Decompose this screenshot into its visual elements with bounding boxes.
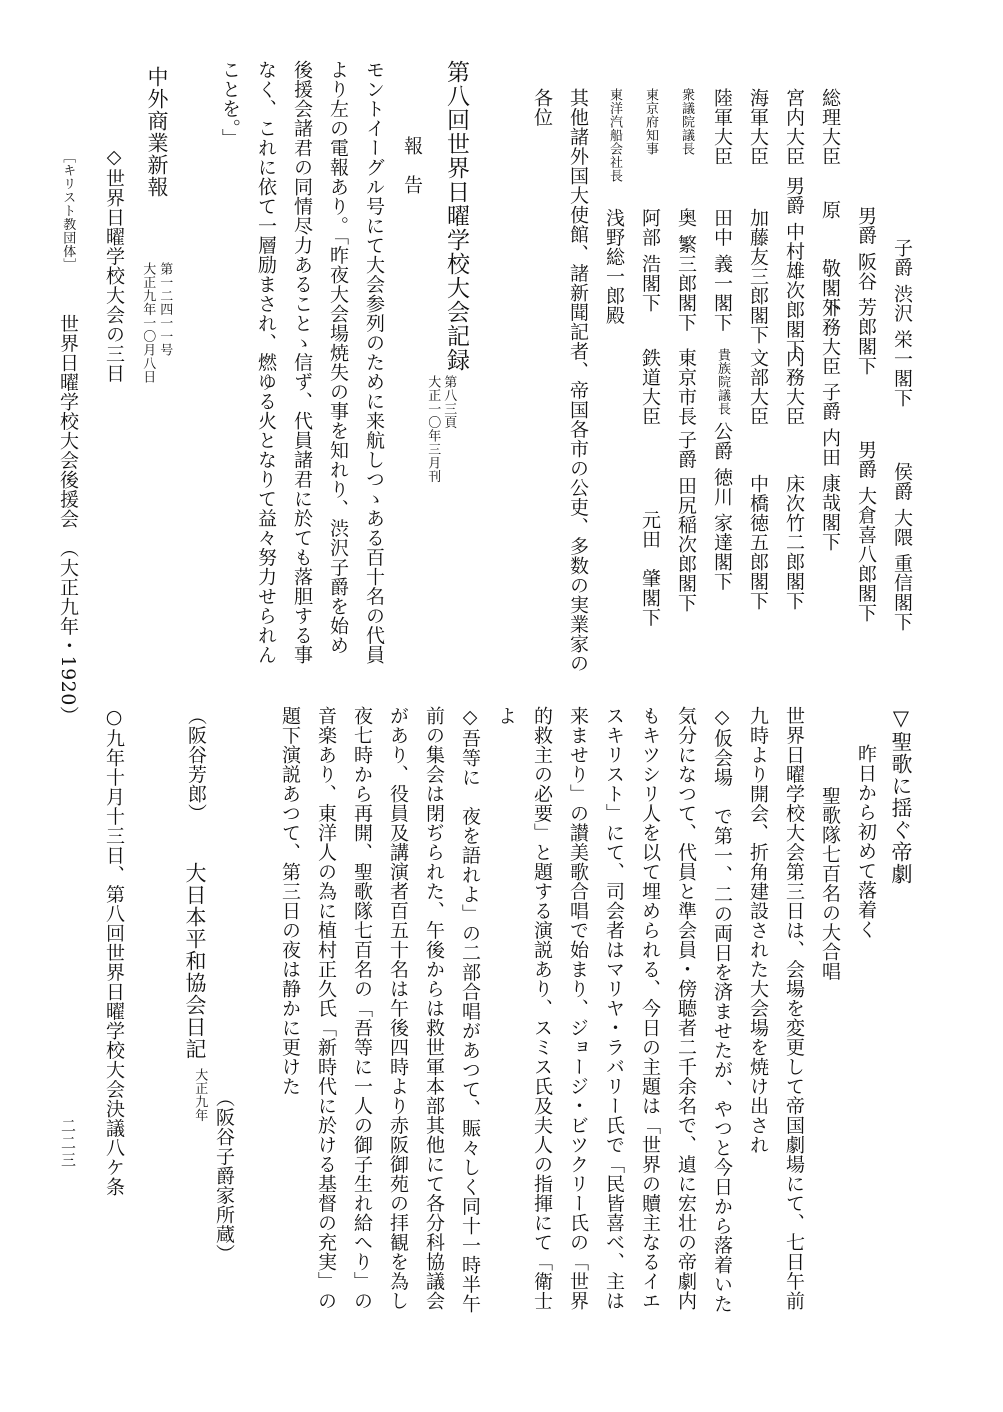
report-line-3: 後援会諸君の同情尽力あることゝ信ず、代員諸君に於ても落胆する事 [291,60,313,665]
roster-name: 元田 肇閣下 [639,510,661,627]
newspaper-note-2: 大正九年一〇月八日 [140,262,156,384]
article-heading-3: 聖歌隊七百名の大合唱 [819,786,841,981]
body-line-1: 世界日曜学校大会第三日は、会場を変更して帝国劇場にて、七日午前 [783,706,805,1311]
roster-right-row-7 [676,348,695,612]
roster-row-4 [784,88,803,358]
body-line-15: 題下演説あつて、第三日の夜は静かに更けた [279,706,301,1096]
page-number: 二二三 [59,1118,77,1169]
body-line-10: ◇吾等に 夜を語れよ」の二部合唱があつて、賑々しく同十一時半午 [459,706,481,1314]
record-note-1: 第八三頁 [441,375,457,429]
roster-row-7 [676,88,695,332]
roster-title: 総理大臣 [819,88,841,166]
record-title: 第八回世界日曜学校大会記録 [443,60,469,372]
roster-name: 床次竹二郎閣下 [783,474,805,611]
roster-right-row-8 [640,348,659,627]
roster-name: 公爵 徳川 家達閣下 [711,421,733,591]
roster-name: 男爵 阪谷 芳郎閣下 [855,206,877,376]
roster-name: 男爵 大倉喜八郎閣下 [855,440,877,623]
others-line-1: 其他諸外国大使館、諸新聞記者、帝国各市の公吏、多数の実業家の [567,88,589,673]
body-line-3: ◇仮会場 で第一、二の両日を済ませたが、やつと今日から落着いた [711,706,733,1314]
roster-title: 陸軍大臣 [711,88,733,166]
report-line-2: より左の電報あり。「昨夜大会場焼失の事を知れり、渋沢子爵を始め [327,60,349,655]
roster-name: 浅野総一郎殿 [603,208,625,325]
roster-title: 海軍大臣 [747,88,769,166]
roster-name: 子爵 田尻稲次郎閣下 [675,430,697,613]
article-heading: ◇世界日曜学校大会の三日 [103,146,125,383]
roster-title: 東京市長 [675,348,697,426]
roster-right-row-3 [820,298,839,551]
body-line-13: 夜七時から再開、聖歌隊七百名の「吾等に一人の御子生れ給へり」の [351,706,373,1311]
body-line-2: 九時より開会、折角建設された大会場を焼け出され [747,706,769,1155]
newspaper-title: 中外商業新報 [145,66,169,198]
roster-name: 中橋徳五郎閣下 [747,474,769,611]
roster-title: 内務大臣 [783,348,805,426]
article-heading-1: ▽聖歌に揺ぐ帝劇 [889,706,913,885]
roster-name: 原 敬閣下 [819,200,841,317]
org-bracket: ［キリスト教団体］ [60,150,76,272]
body-line-7: 来ませり」の讃美歌合唱で始まり、ジョージ・ビツクリー氏の「世界 [567,706,589,1311]
body-line-4: 気分になつて、代員と準会員・傍聴者二千余名で、遉に宏壮の帝劇内 [675,706,697,1311]
roster-name: 子爵 内田 康哉閣下 [819,382,841,552]
roster-right-row-5 [748,348,767,611]
roster-title: 貴族院議長 [715,348,730,416]
roster-name: 阿部 浩閣下 [639,208,661,313]
source-note: （阪谷子爵家所蔵） [213,1088,235,1264]
report-line-4: なく、これに依て一層励まされ、燃ゆる火となりて益々努力せられん [255,60,277,665]
article-heading-2: 昨日から初めて落着く [855,744,877,939]
roster-name: 加藤友三郎閣下 [747,208,769,345]
roster-name: 侯爵 大隈 重信閣下 [891,462,913,632]
body-line-9: よ [495,706,517,726]
diary-title: 大日本平和協会日記 [183,862,207,1060]
report-line-1: モントイーグル号にて大会参列のために来航しつゝある百十名の代員 [363,60,385,665]
record-note-2: 大正一〇年三月刊 [425,375,441,483]
roster-row-6 [712,88,731,332]
others-line-2: 各位 [531,88,553,127]
report-heading: 報 告 [401,136,423,195]
closing-line: ○九年十月十三日、第八回世界日曜学校大会決議八ケ条 [103,706,125,1197]
roster-title: 外務大臣 [819,298,841,376]
roster-title: 東京府知事 [643,88,658,156]
org-text: 世界日曜学校大会後援会 （大正九年・1920） [57,314,79,726]
roster-title: 衆議院議長 [679,88,694,156]
roster-title: 宮内大臣 [783,88,805,166]
roster-name: 田中 義一閣下 [711,208,733,332]
roster-name: 子爵 渋沢 栄一閣下 [891,238,913,408]
body-line-14: 音楽あり、東洋人の為に植村正久氏「新時代に於ける基督の充実」の [315,706,337,1311]
roster-row-3 [820,88,839,317]
roster-right-row-6 [712,348,731,591]
body-line-11: 前の集会は閉ぢられた、午後からは救世軍本部其他にて各分科協議会 [423,706,445,1311]
roster-right-row-4 [784,348,803,611]
roster-row-5 [748,88,767,345]
body-line-5: もキツシリ人を以て埋められる、今日の主題は「世界の贖主なるイエ [639,706,661,1311]
roster-row-8 [640,88,659,312]
body-line-6: スキリスト」にて、司会者はマリヤ・ラバリー氏で「民皆喜べ、主は [603,706,625,1311]
report-line-5: ことを。」 [219,60,241,148]
roster-row-9 [604,88,623,325]
diary-note: 大正九年 [192,1068,208,1122]
roster-name: 男爵 中村雄次郎閣下 [783,176,805,359]
roster-row-1 [892,88,911,407]
roster-right-row-1 [892,440,911,631]
roster-title: 東洋汽船会社長 [607,88,622,183]
body-line-8: 的救主の必要」と題する演説あり、スミス氏及夫人の指揮にて「衛士 [531,706,553,1311]
roster-title: 文部大臣 [747,348,769,426]
diary-author: （阪谷芳郎） [185,706,207,823]
roster-row-2 [856,88,875,375]
roster-name: 奥 繁三郎閣下 [675,208,697,332]
roster-right-row-2 [856,440,875,622]
body-line-12: があり、役員及講演者百五十名は午後四時より赤阪御苑の拝観を為し [387,706,409,1311]
newspaper-note-1: 第一二四一一号 [157,262,173,357]
roster-title: 鉄道大臣 [639,348,661,426]
